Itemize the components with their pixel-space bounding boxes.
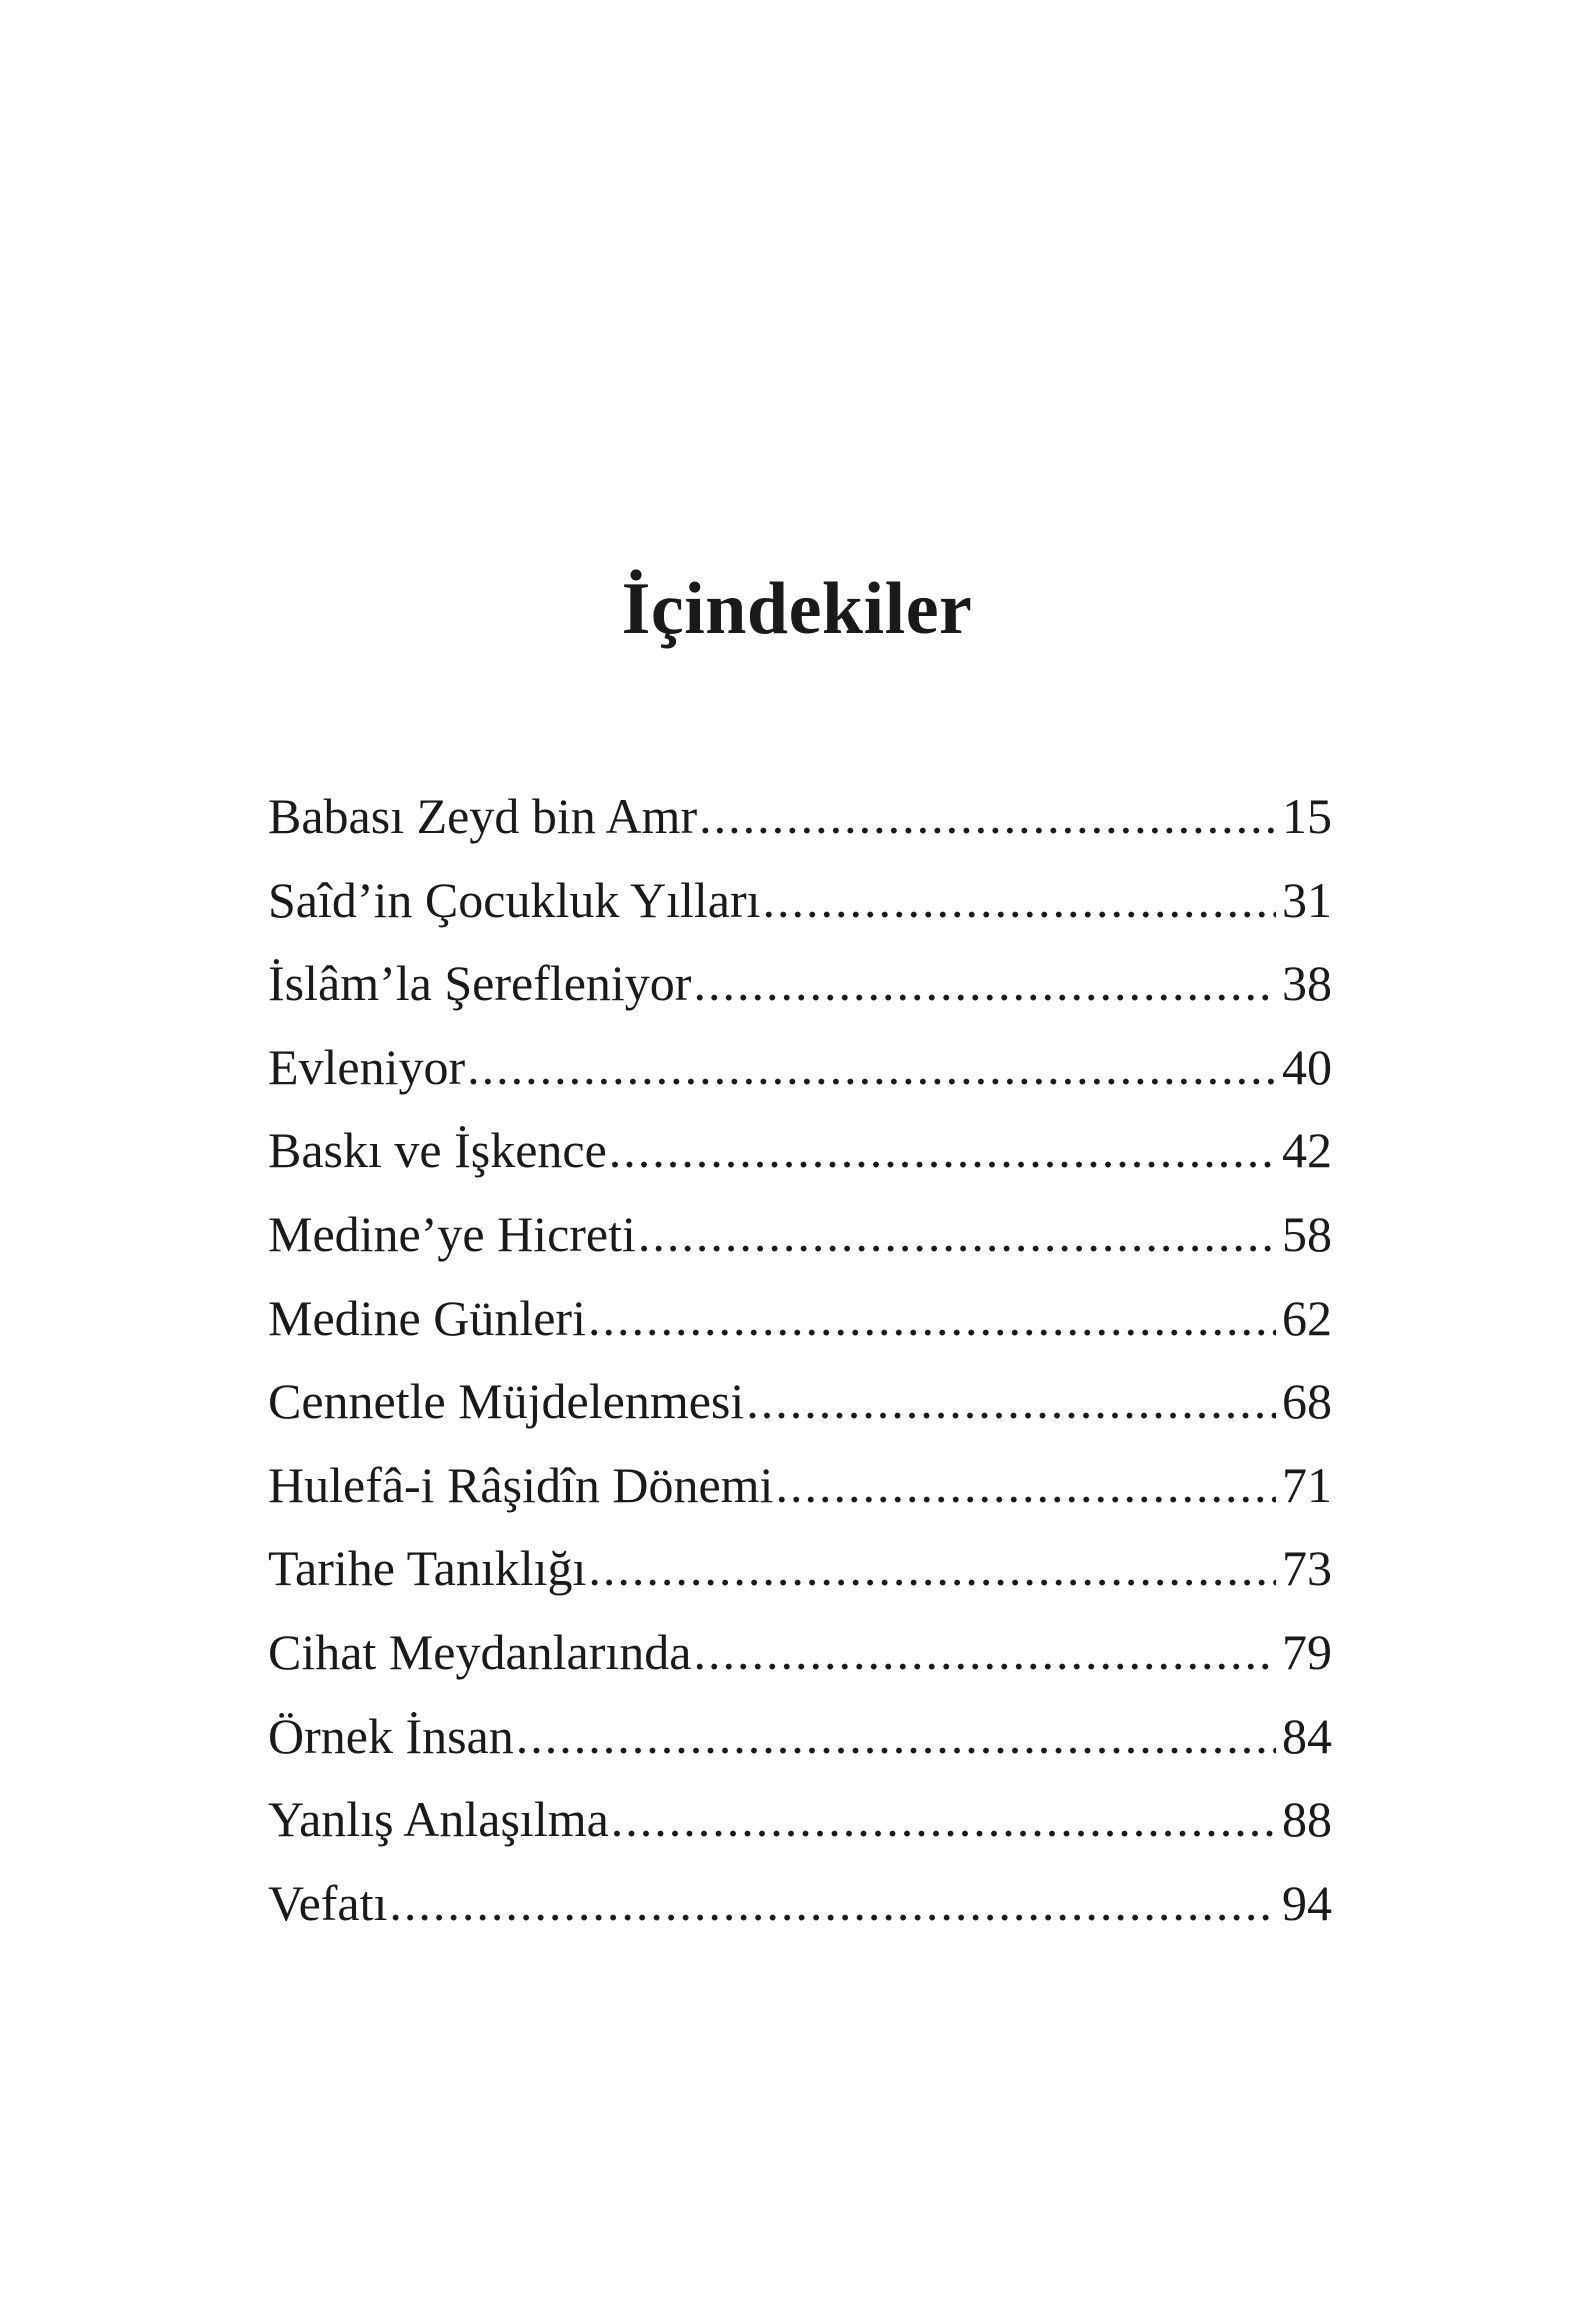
toc-entry-page: 94 [1282, 1874, 1332, 1931]
toc-entry-title: Medine’ye Hicreti [268, 1205, 636, 1262]
table-of-contents [268, 775, 1332, 1945]
toc-entry-page: 58 [1282, 1205, 1332, 1262]
toc-entry [268, 1778, 1332, 1862]
toc-dot-leader [588, 1527, 1276, 1611]
toc-entry-title: Baskı ve İşkence [268, 1122, 607, 1179]
toc-entry [268, 1611, 1332, 1695]
toc-entry [268, 775, 1332, 859]
toc-entry [268, 1360, 1332, 1444]
toc-entry [268, 1026, 1332, 1110]
toc-entry-title: Cennetle Müjdelenmesi [268, 1373, 745, 1430]
toc-entry [268, 1527, 1332, 1611]
toc-dot-leader [467, 1026, 1276, 1110]
toc-entry [268, 1444, 1332, 1528]
toc-entry-page: 31 [1282, 871, 1332, 928]
toc-entry-title: Cihat Meydanlarında [268, 1623, 692, 1680]
toc-entry-page: 42 [1282, 1122, 1332, 1179]
toc-entry-title: Evleniyor [268, 1038, 466, 1095]
toc-dot-leader [638, 1193, 1276, 1277]
toc-entry [268, 1109, 1332, 1193]
toc-entry [268, 1193, 1332, 1277]
toc-entry [268, 1862, 1332, 1946]
toc-dot-leader [516, 1695, 1276, 1779]
toc-entry-page: 73 [1282, 1540, 1332, 1597]
toc-entry-title: Hulefâ-i Râşidîn Dönemi [268, 1456, 774, 1513]
toc-entry-page: 15 [1282, 788, 1332, 844]
toc-entry-page: 40 [1282, 1038, 1332, 1095]
toc-entry [268, 1277, 1332, 1361]
toc-entry-title: Tarihe Tanıklığı [268, 1540, 587, 1597]
toc-entry-page: 71 [1282, 1456, 1332, 1513]
toc-entry-title: Vefatı [268, 1874, 388, 1931]
toc-dot-leader [763, 859, 1276, 943]
toc-entry-page: 79 [1282, 1623, 1332, 1680]
toc-entry [268, 942, 1332, 1026]
toc-entry-page: 62 [1282, 1289, 1332, 1346]
toc-entry-title: İslâm’la Şerefleniyor [268, 955, 692, 1012]
toc-dot-leader [699, 775, 1276, 859]
toc-entry-page: 84 [1282, 1707, 1332, 1764]
toc-entry-page: 68 [1282, 1373, 1332, 1430]
toc-dot-leader [746, 1360, 1276, 1444]
toc-entry [268, 859, 1332, 943]
toc-entry-title: Babası Zeyd bin Amr [268, 788, 698, 844]
toc-dot-leader [775, 1444, 1276, 1528]
toc-dot-leader [694, 1611, 1277, 1695]
toc-entry-title: Yanlış Anlaşılma [268, 1791, 609, 1848]
toc-entry-title: Örnek İnsan [268, 1707, 514, 1764]
toc-entry [268, 1695, 1332, 1779]
toc-dot-leader [609, 1109, 1276, 1193]
page-title: İçindekiler [621, 567, 973, 650]
toc-entry-title: Medine Günleri [268, 1289, 586, 1346]
toc-dot-leader [611, 1778, 1276, 1862]
toc-entry-title: Saîd’in Çocukluk Yılları [268, 871, 761, 928]
toc-dot-leader [588, 1277, 1276, 1361]
toc-dot-leader [693, 942, 1276, 1026]
toc-entry-page: 38 [1282, 955, 1332, 1012]
toc-dot-leader [389, 1862, 1276, 1946]
toc-entry-page: 88 [1282, 1791, 1332, 1848]
